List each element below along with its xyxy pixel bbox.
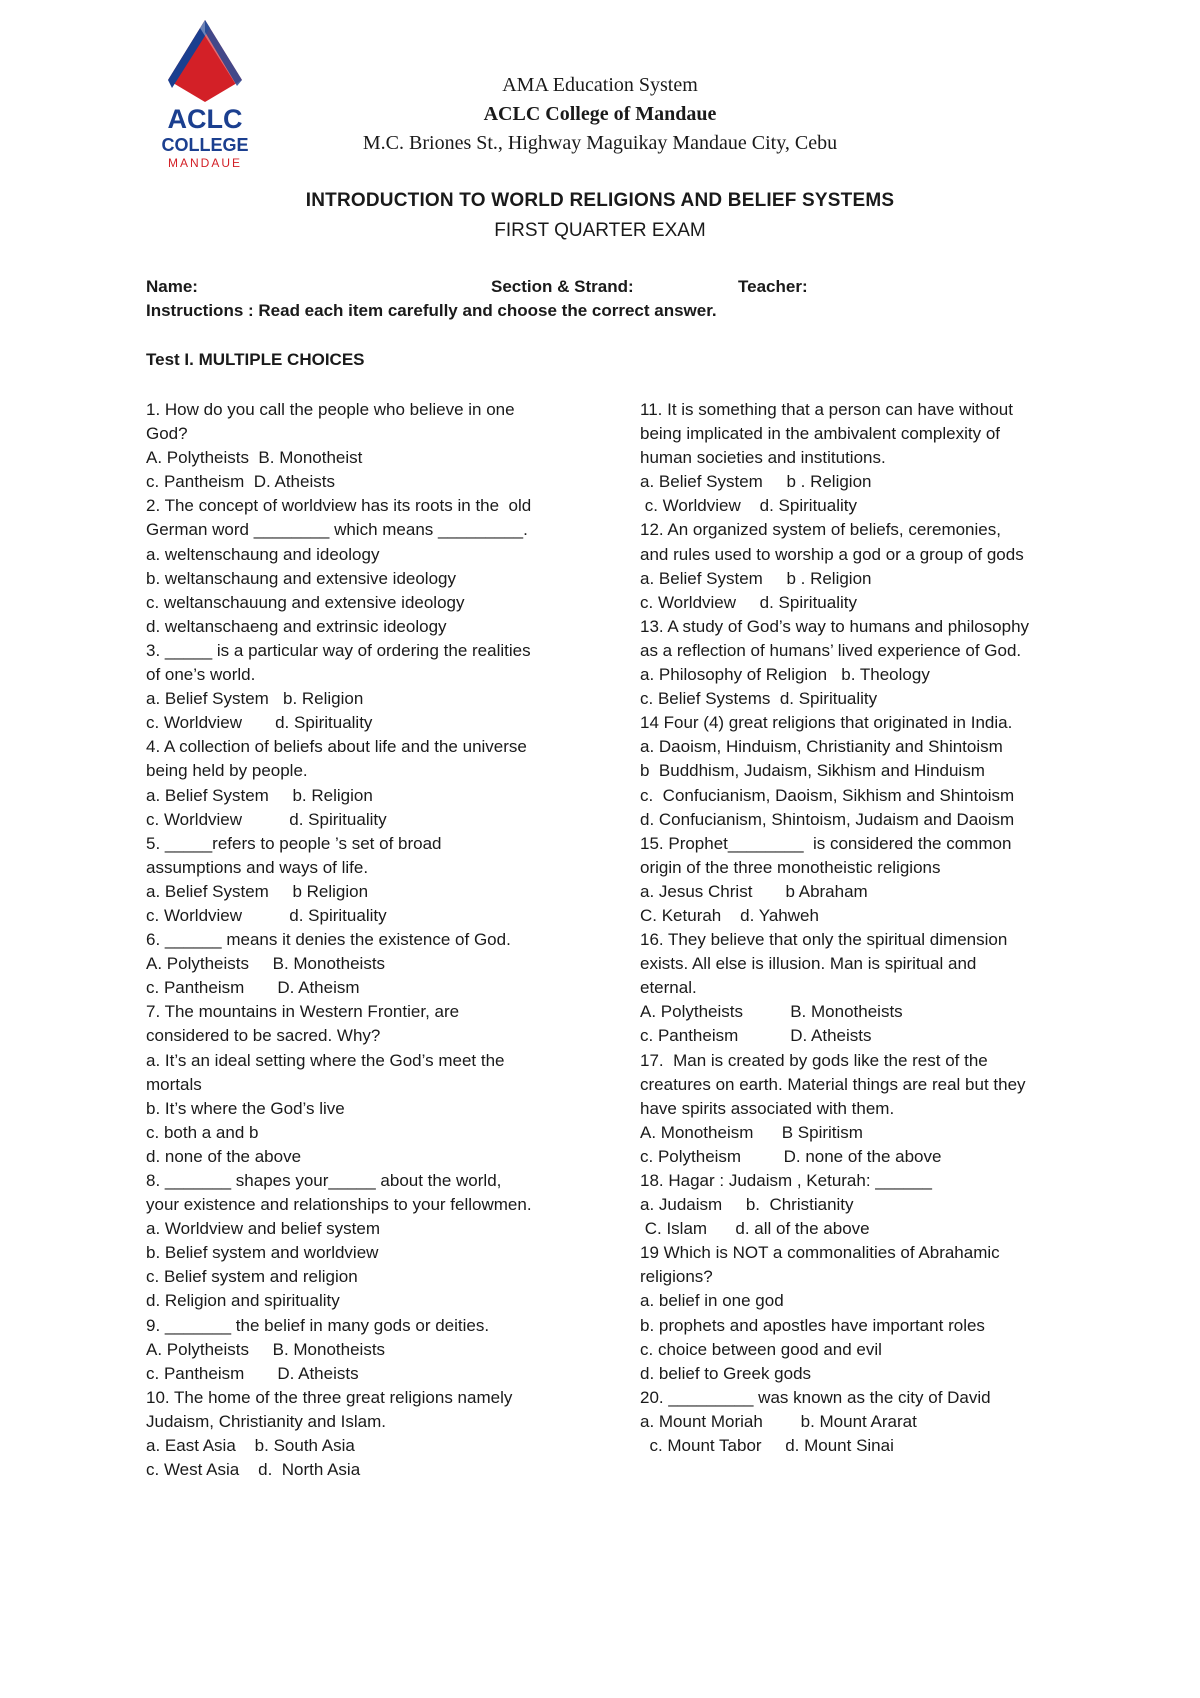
exam-subtitle: FIRST QUARTER EXAM xyxy=(494,220,706,241)
question-line: 19 Which is NOT a commonalities of Abrahamic xyxy=(640,1243,1000,1263)
question-line: being held by people. xyxy=(146,761,308,781)
instructions: Instructions : Read each item carefully and choose the correct answer. xyxy=(146,301,717,320)
question-line: C. Keturah d. Yahweh xyxy=(640,905,819,925)
question-line: 8. _______ shapes your_____ about the world, xyxy=(146,1171,502,1190)
name-label: Name: xyxy=(146,277,198,296)
question-line: d. Confucianism, Shintoism, Judaism and Daoism xyxy=(640,809,1015,829)
header-college: ACLC College of Mandaue xyxy=(483,103,717,125)
question-line: 5. _____refers to people ’s set of broad xyxy=(146,833,442,853)
question-line: a. Philosophy of Religion b. Theology xyxy=(640,665,930,685)
question-line: a. Belief System b Religion xyxy=(146,881,369,901)
header-system: AMA Education System xyxy=(502,74,698,96)
question-line: a. Belief System b. Religion xyxy=(146,689,364,709)
question-line: considered to be sacred. Why? xyxy=(146,1026,381,1046)
question-line: a. Jesus Christ b Abraham xyxy=(640,881,868,901)
question-line: c. Mount Tabor d. Mount Sinai xyxy=(640,1436,894,1456)
logo-text-bottom: MANDAUE xyxy=(167,156,243,170)
question-line: a. It’s an ideal setting where the God’s meet the xyxy=(146,1050,505,1070)
question-line: d. Religion and spirituality xyxy=(146,1291,340,1311)
question-line: origin of the three monotheistic religions xyxy=(640,857,941,877)
question-line: b. Belief system and worldview xyxy=(146,1243,379,1263)
question-line: human societies and institutions. xyxy=(640,448,886,468)
question-line: A. Polytheists B. Monotheists xyxy=(146,1339,386,1359)
question-line: a. belief in one god xyxy=(640,1291,784,1311)
question-line: mortals xyxy=(146,1074,202,1094)
question-line: c. Worldview d. Spirituality xyxy=(146,905,387,925)
question-line: 16. They believe that only the spiritual dimension xyxy=(640,930,1008,950)
question-line: a. Belief System b . Religion xyxy=(640,472,872,492)
test-title: Test I. MULTIPLE CHOICES xyxy=(146,350,365,369)
question-line: c. Worldview d. Spirituality xyxy=(640,496,857,516)
question-line: a. weltenschaung and ideology xyxy=(146,544,380,564)
question-line: 2. The concept of worldview has its roots in the old xyxy=(146,496,532,516)
question-line: c. Polytheism D. none of the above xyxy=(640,1146,942,1166)
question-line: c. Worldview d. Spirituality xyxy=(146,713,373,733)
logo-text-mid: COLLEGE xyxy=(161,135,249,155)
question-line: 17. Man is created by gods like the rest of the xyxy=(640,1050,988,1070)
question-line: creatures on earth. Material things are real but they xyxy=(640,1074,1026,1094)
question-line: 11. It is something that a person can have without xyxy=(640,400,1013,419)
question-line: have spirits associated with them. xyxy=(640,1098,895,1118)
header-address: M.C. Briones St., Highway Maguikay Mandaue City, Cebu xyxy=(362,132,838,154)
question-line: d. none of the above xyxy=(146,1146,302,1166)
question-line: of one’s world. xyxy=(146,665,256,685)
section-strand-label: Section & Strand: xyxy=(491,277,634,296)
question-line: A. Monotheism B Spiritism xyxy=(640,1122,863,1142)
question-line: c. weltanschauung and extensive ideology xyxy=(146,592,465,612)
question-line: c. Worldview d. Spirituality xyxy=(146,809,387,829)
question-line: 3. _____ is a particular way of ordering the realities xyxy=(146,640,531,660)
questions-right-column xyxy=(640,398,1080,1458)
question-line: c. Confucianism, Daoism, Sikhism and Shintoism xyxy=(640,785,1015,805)
question-line: as a reflection of humans’ lived experience of God. xyxy=(640,640,1022,660)
question-line: b. prophets and apostles have important roles xyxy=(640,1315,985,1335)
question-line: 15. Prophet________ is considered the common xyxy=(640,833,1012,853)
question-line: d. weltanschaeng and extrinsic ideology xyxy=(146,616,447,636)
logo-text-top: ACLC xyxy=(167,104,243,134)
question-line: being implicated in the ambivalent complexity of xyxy=(640,424,1001,444)
question-line: 1. How do you call the people who believe in one xyxy=(146,400,515,419)
question-line: d. belief to Greek gods xyxy=(640,1363,812,1383)
question-line: German word ________ which means _________. xyxy=(146,520,528,540)
question-line: c. Belief system and religion xyxy=(146,1267,358,1287)
question-line: A. Polytheists B. Monotheists xyxy=(146,954,386,974)
question-line: 4. A collection of beliefs about life and the universe xyxy=(146,737,527,757)
question-line: 6. ______ means it denies the existence of God. xyxy=(146,930,511,950)
question-line: 7. The mountains in Western Frontier, are xyxy=(146,1002,460,1022)
question-line: eternal. xyxy=(640,978,697,998)
question-line: c. Pantheism D. Atheists xyxy=(146,1363,359,1383)
question-line: a. Worldview and belief system xyxy=(146,1219,381,1239)
question-line: Judaism, Christianity and Islam. xyxy=(146,1411,386,1431)
question-line: a. Mount Moriah b. Mount Ararat xyxy=(640,1411,917,1431)
question-line: 12. An organized system of beliefs, ceremonies, xyxy=(640,520,1001,540)
question-line: religions? xyxy=(640,1267,713,1287)
question-line: A. Polytheists B. Monotheist xyxy=(146,448,363,468)
teacher-label: Teacher: xyxy=(738,277,808,296)
question-line: C. Islam d. all of the above xyxy=(640,1219,870,1239)
question-line: a. Belief System b. Religion xyxy=(146,785,373,805)
question-line: b. It’s where the God’s live xyxy=(146,1098,345,1118)
question-line: God? xyxy=(146,424,188,444)
question-line: your existence and relationships to your fellowmen. xyxy=(146,1195,532,1215)
question-line: 9. _______ the belief in many gods or deities. xyxy=(146,1315,490,1335)
question-line: exists. All else is illusion. Man is spiritual and xyxy=(640,954,977,974)
question-line: 14 Four (4) great religions that originated in India. xyxy=(640,713,1013,733)
question-line: c. West Asia d. North Asia xyxy=(146,1460,361,1480)
question-line: 13. A study of God’s way to humans and philosophy xyxy=(640,616,1030,636)
question-line: c. Belief Systems d. Spirituality xyxy=(640,689,878,709)
question-line: c. Pantheism D. Atheism xyxy=(146,978,360,998)
question-line: a. East Asia b. South Asia xyxy=(146,1436,355,1456)
questions-left-column xyxy=(146,398,586,1482)
question-line: a. Judaism b. Christianity xyxy=(640,1195,854,1215)
question-line: c. Pantheism D. Atheists xyxy=(640,1026,872,1046)
question-line: a. Daoism, Hinduism, Christianity and Shintoism xyxy=(640,737,1003,757)
question-line: c. both a and b xyxy=(146,1122,259,1142)
question-line: b Buddhism, Judaism, Sikhism and Hinduism xyxy=(640,761,985,781)
question-line: 10. The home of the three great religions namely xyxy=(146,1387,513,1407)
question-line: a. Belief System b . Religion xyxy=(640,568,872,588)
question-line: assumptions and ways of life. xyxy=(146,857,369,877)
question-line: 18. Hagar : Judaism , Keturah: ______ xyxy=(640,1171,933,1190)
question-line: c. choice between good and evil xyxy=(640,1339,882,1359)
question-line: b. weltanschaung and extensive ideology xyxy=(146,568,456,588)
question-line: A. Polytheists B. Monotheists xyxy=(640,1002,903,1022)
question-line: c. Pantheism D. Atheists xyxy=(146,472,335,492)
question-line: and rules used to worship a god or a group of gods xyxy=(640,544,1024,564)
question-line: 20. _________ was known as the city of David xyxy=(640,1387,991,1407)
exam-title: INTRODUCTION TO WORLD RELIGIONS AND BELIEF SYSTEMS xyxy=(305,190,895,211)
question-line: c. Worldview d. Spirituality xyxy=(640,592,857,612)
